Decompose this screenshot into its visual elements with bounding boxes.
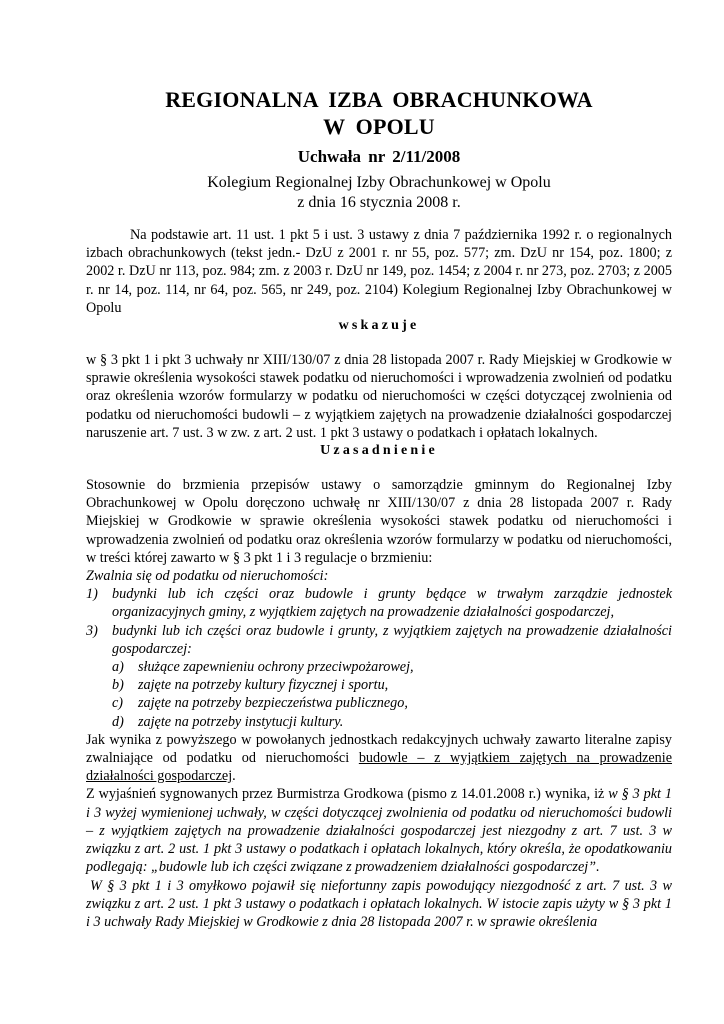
justification-p2-end: . [232, 768, 236, 785]
justification-p2-text: Jak wynika z powyższego w powołanych jednostkach redakcyjnych uchwały zawarto literalne zapisy zwalniające od podatku od nieruchomości [86, 731, 672, 767]
sub-list-item-text: zajęte na potrzeby instytucji kultury. [138, 713, 344, 730]
justification-paragraph-1: Stosownie do brzmienia przepisów ustawy o samorządzie gminnym do Regionalnej Izby Obrachunkowej w Opolu doręczono uchwałę nr XIII/130/07 z dnia 28 listopada 2007 r. Rady Miejskiej w Grodkowie w sprawie określenia wysokości stawek podatku od nieruchomości i wprowadzenia zwolnień od podatku oraz określenia wzorów formularzy w podatku od nieruchomości, w treści której zawarto w § 3 pkt 1 i 3 regulacje o brzmieniu: [86, 477, 672, 566]
sub-list-item-letter: a) [112, 659, 124, 676]
heading-justification: Uzasadnienie [320, 443, 438, 459]
sub-list-item [112, 694, 672, 712]
sub-list-item [112, 676, 672, 694]
quoted-subitems-list [112, 658, 672, 731]
sub-list-item-letter: c) [112, 695, 124, 712]
list-item-number: 3) [86, 622, 98, 639]
quote-heading: Zwalnia się od podatku od nieruchomości: [86, 568, 329, 585]
sub-list-item-letter: d) [112, 713, 124, 730]
sub-list-item-letter: b) [112, 677, 124, 694]
list-item-text: budynki lub ich części oraz budowle i grunty będące w trwałym zarządzie jednostek organizacyjnych gminy, z wyjątkiem zajętych na prowadzenie działalności gospodarczej, [112, 586, 672, 621]
list-item-text: budynki lub ich części oraz budowle i grunty, z wyjątkiem zajętych na prowadzenie działalności gospodarczej: [112, 622, 672, 657]
sub-list-item-text: zajęte na potrzeby kultury fizycznej i sportu, [138, 677, 389, 694]
quoted-regulations-list [86, 585, 672, 731]
sub-list-item [112, 713, 672, 731]
list-item [86, 585, 672, 621]
list-item-number: 1) [86, 586, 98, 603]
resolution-date: z dnia 16 stycznia 2008 r. [297, 194, 461, 211]
college-name: Kolegium Regionalnej Izby Obrachunkowej w Opolu [207, 174, 551, 191]
mayor-explanation-quote: w § 3 pkt 1 i 3 wyżej wymienionej uchwały, w części dotyczącej zwolnienia od podatku od nieruchomości budowli – z wyjątkiem zajętych na prowadzenie działalności gospodarczej jest niezgodny z art. 7 ust. 3 w związku z art. 2 ust. 1 pkt 3 ustawy o podatkach i opłatach lokalnych, który określa, że opodatkowaniu podlegają: „budowle lub ich części związane z prowadzeniem działalności gospodarczej”. [86, 786, 672, 876]
heading-indicates: wskazuje [338, 318, 420, 334]
justification-p3-text: Z wyjaśnień sygnowanych przez Burmistrza Grodkowa (pismo z 14.01.2008 r.) wynika, iż [86, 786, 609, 803]
list-item [86, 622, 672, 731]
justification-paragraph-2 [86, 731, 672, 786]
resolution-number: Uchwała nr 2/11/2008 [297, 147, 461, 166]
justification-paragraph-4: W § 3 pkt 1 i 3 omyłkowo pojawił się niefortunny zapis powodujący niezgodność z art. 7 ust. 3 w związku z art. 2 ust. 1 pkt 3 ustawy o podatkach i opłatach lokalnych. W istocie zapis użyty w § 3 pkt 1 i 3 uchwały Rady Miejskiej w Grodkowie z dnia 28 listopada 2007 r. w sprawie określenia [86, 877, 672, 930]
document-page [86, 86, 672, 931]
sub-list-item-text: służące zapewnieniu ochrony przeciwpożarowej, [138, 659, 414, 676]
intro-paragraph: Na podstawie art. 11 ust. 1 pkt 5 i ust. 3 ustawy z dnia 7 października 1992 r. o regionalnych izbach obrachunkowych (tekst jedn.- DzU z 2001 r. nr 55, poz. 577; zm. DzU nr 154, poz. 1800; z 2002 r. DzU nr 113, poz. 984; zm. z 2003 r. DzU nr 149, poz. 1454; z 2004 r. nr 273, poz. 2703; z 2005 r. nr 14, poz. 114, nr 64, poz. 565, nr 249, poz. 2104) Kolegium Regionalnej Izby Obrachunkowej w Opolu [86, 227, 672, 316]
justification-paragraph-3 [86, 785, 672, 876]
indication-paragraph: w § 3 pkt 1 i pkt 3 uchwały nr XIII/130/07 z dnia 28 listopada 2007 r. Rady Miejskiej w Grodkowie w sprawie określenia wysokości stawek podatku od nieruchomości i wprowadzenia zwolnień od podatku oraz określenia wzorów formularzy w podatku od nieruchomości w części dotyczącej zwolnienia od podatku od nieruchomości budowli – z wyjątkiem zajętych na prowadzenie działalności gospodarczej naruszenie art. 7 ust. 3 w zw. z art. 2 ust. 1 pkt 3 ustawy o podatkach i opłatach lokalnych. [86, 352, 672, 441]
underlined-phrase: budowle – z wyjątkiem zajętych na prowadzenie działalności gospodarczej [86, 750, 673, 785]
institution-name-line1: REGIONALNA IZBA OBRACHUNKOWA [165, 87, 593, 112]
sub-list-item [112, 658, 672, 676]
sub-list-item-text: zajęte na potrzeby bezpieczeństwa publicznego, [138, 695, 408, 712]
institution-name-line2: W OPOLU [323, 114, 435, 139]
